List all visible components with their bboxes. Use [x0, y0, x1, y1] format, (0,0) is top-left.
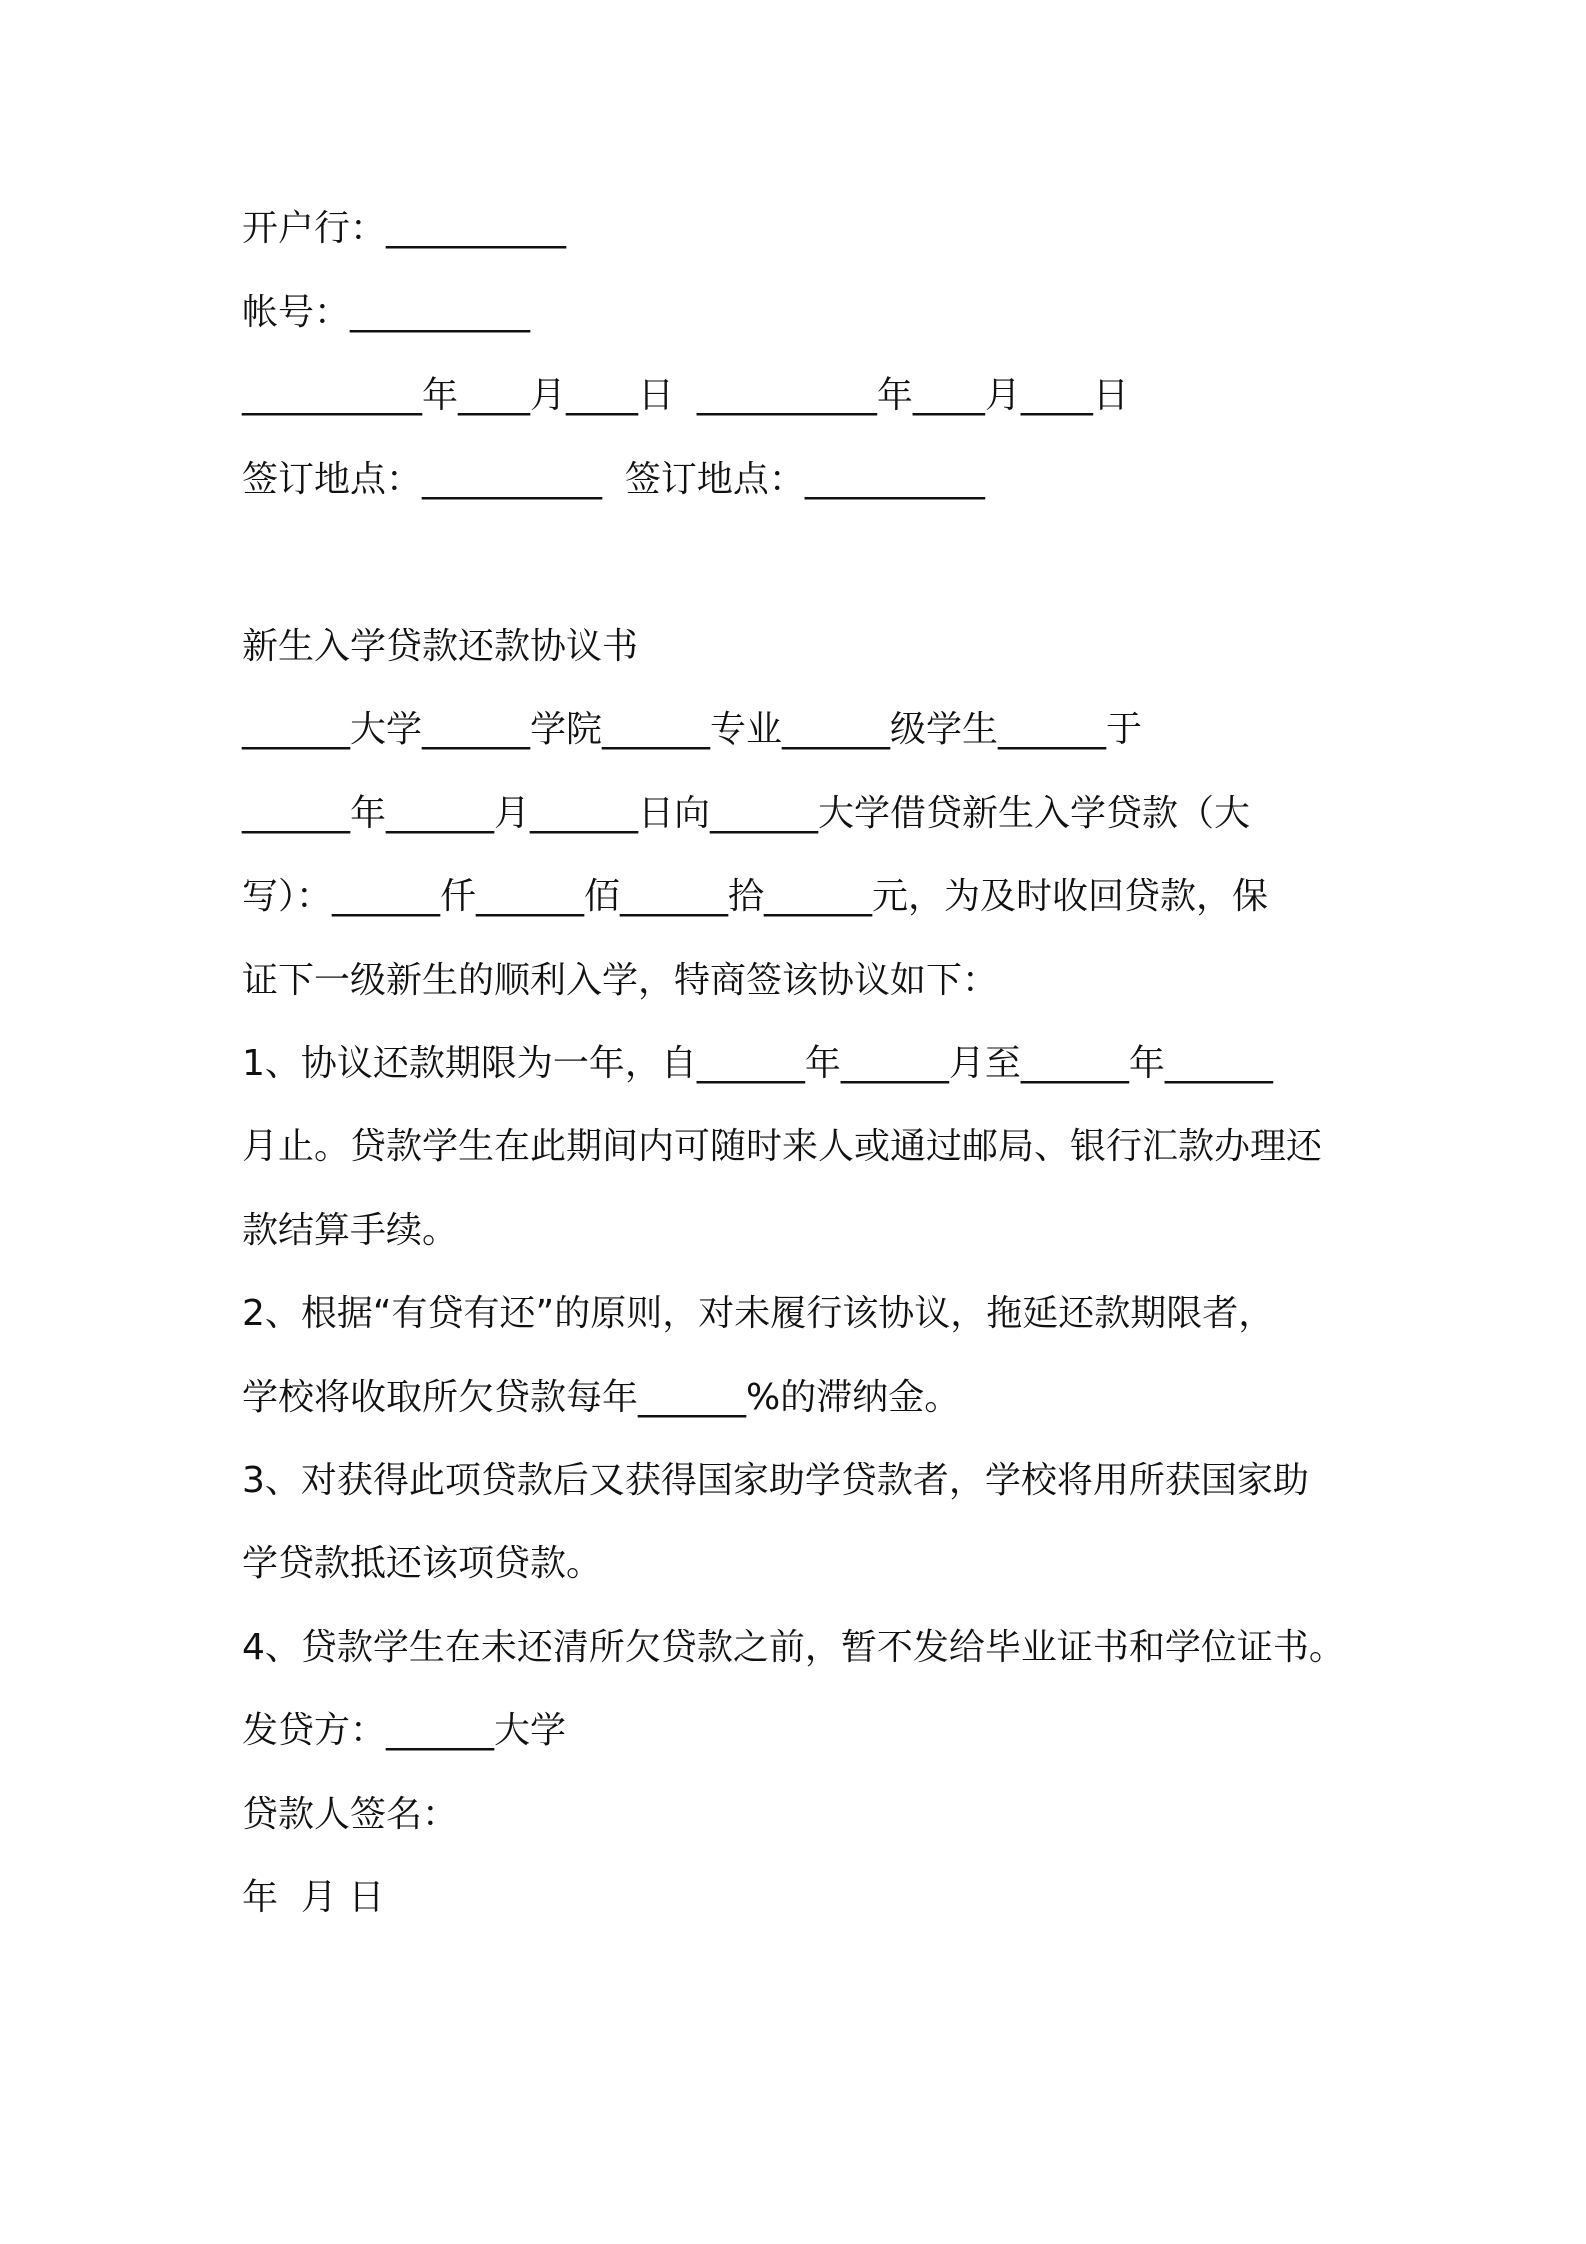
body-line: 款结算手续。	[242, 1210, 459, 1251]
clause-4: 4、贷款学生在未还清所欠贷款之前，暂不发给毕业证书和学位证书。	[242, 1627, 1345, 1668]
body-line: 写）：______仟______佰______拾______元，为及时收回贷款，保	[242, 876, 1269, 917]
body-line: ______年______月______日向______大学借贷新生入学贷款（大	[242, 793, 1251, 834]
body-line: 学贷款抵还该项贷款。	[242, 1543, 603, 1584]
clause-1: 1、协议还款期限为一年，自______年______月至______年______	[242, 1043, 1273, 1084]
account-line: 帐号：__________	[242, 292, 531, 333]
bank-line: 开户行：__________	[242, 208, 567, 249]
signature-date-line: 年 月 日	[242, 1877, 385, 1918]
borrower-signature-line: 贷款人签名：	[242, 1794, 459, 1835]
lender-line: 发贷方：______大学	[242, 1710, 567, 1751]
date-line: __________年____月____日 __________年____月____日	[242, 375, 1129, 416]
body-line: ______大学______学院______专业______级学生______于	[242, 709, 1143, 750]
body-line: 月止。贷款学生在此期间内可随时来人或通过邮局、银行汇款办理还	[242, 1126, 1323, 1167]
body-line: 证下一级新生的顺利入学，特商签该协议如下：	[242, 960, 999, 1001]
signing-place-line: 签订地点：__________ 签订地点：__________	[242, 459, 985, 500]
clause-2: 2、根据“有贷有还”的原则，对未履行该协议，拖延还款期限者，	[242, 1293, 1275, 1334]
document-title: 新生入学贷款还款协议书	[242, 626, 639, 667]
body-line: 学校将收取所欠贷款每年______%的滞纳金。	[242, 1377, 961, 1418]
clause-3: 3、对获得此项贷款后又获得国家助学贷款者，学校将用所获国家助	[242, 1460, 1309, 1501]
